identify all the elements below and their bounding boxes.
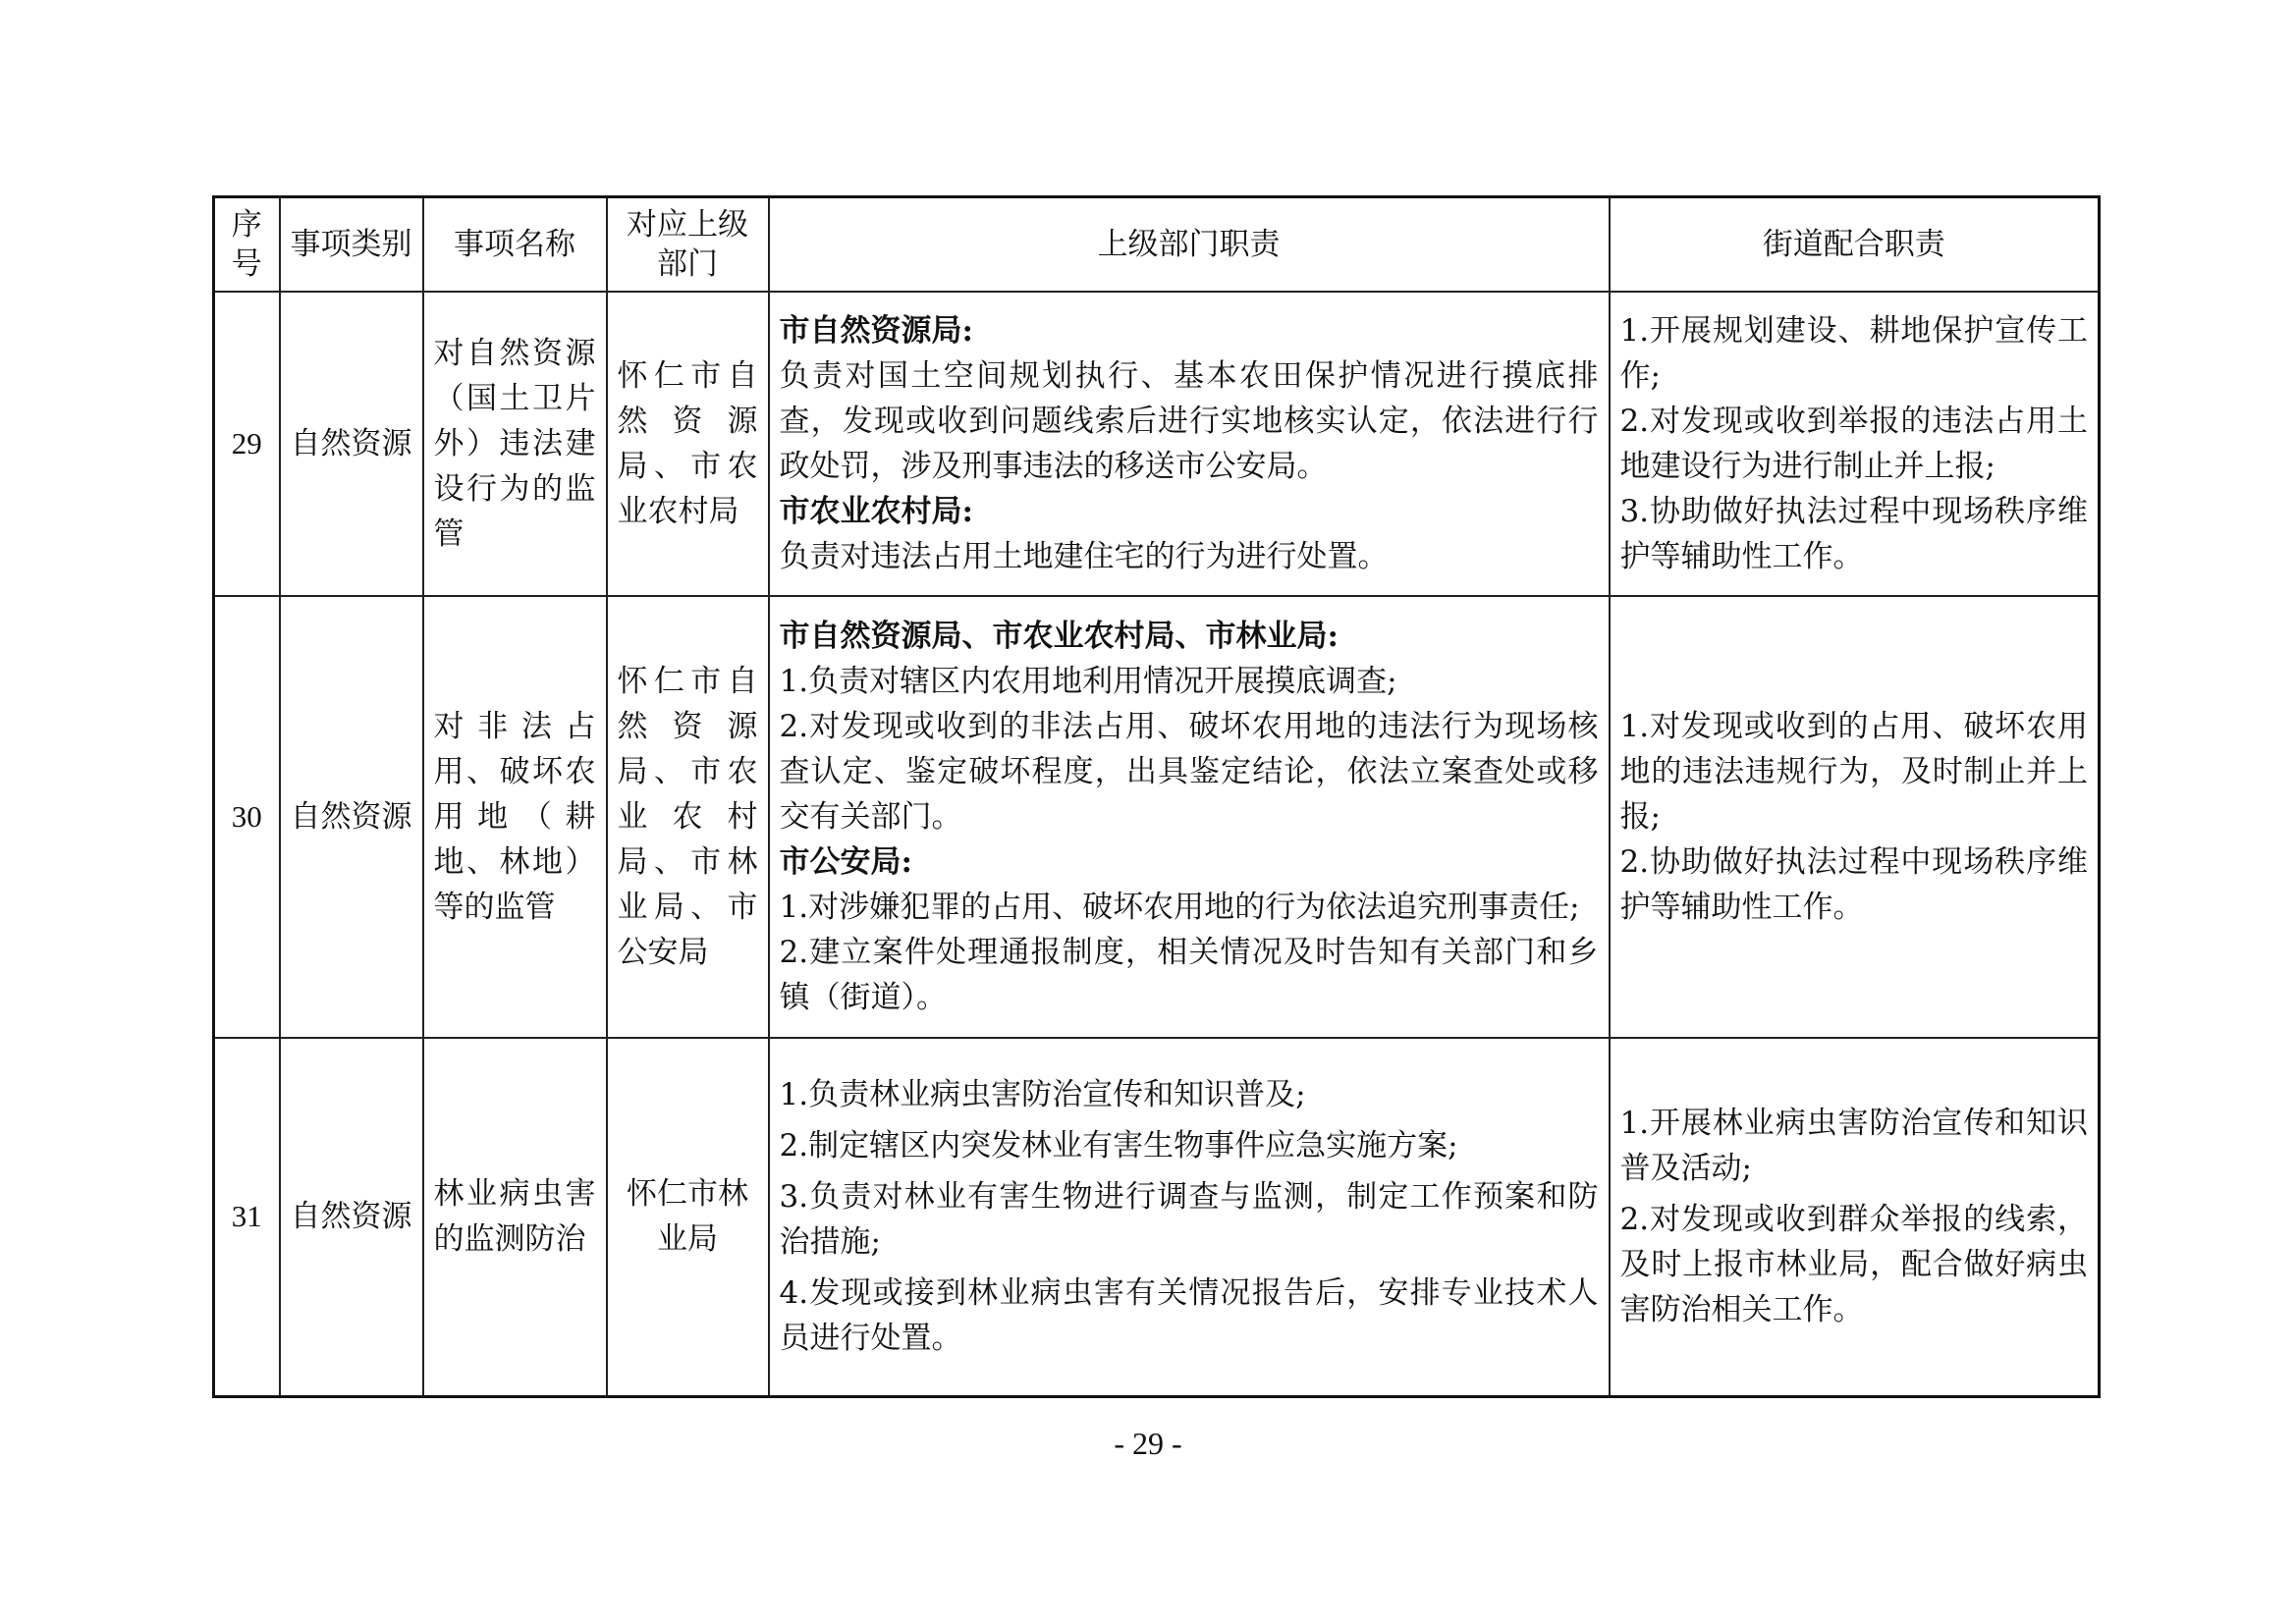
row-seq: 29 [214,292,280,596]
header-seq: 序号 [214,197,280,293]
table-row [214,292,2100,596]
header-row [214,197,2100,293]
dept-heading: 市农业农村局: [779,494,973,529]
row-category: 自然资源 [280,596,423,1038]
row-category: 自然资源 [280,292,423,596]
duty-text: 负责对违法占用土地建住宅的行为进行处置。 [779,539,1389,574]
row-seq: 31 [214,1038,280,1396]
header-name: 事项名称 [423,197,607,293]
street-duty-item: 1.开展规划建设、耕地保护宣传工作; [1619,313,2088,394]
row-category: 自然资源 [280,1038,423,1396]
row-name: 林业病虫害的监测防治 [423,1038,607,1396]
duty-item: 2.对发现或收到的非法占用、破坏农用地的违法行为现场核查认定、鉴定破坏程度，出具鉴定结论，依法立案查处或移交有关部门。 [779,709,1599,835]
header-street-duty: 街道配合职责 [1610,197,2100,293]
street-duty-item: 2.对发现或收到群众举报的线索，及时上报市林业局，配合做好病虫害防治相关工作。 [1619,1202,2088,1328]
row-street-duty [1610,596,2100,1038]
table-row [214,1038,2100,1396]
dept-heading: 市自然资源局: [779,313,973,349]
duty-item: 3.负责对林业有害生物进行调查与监测，制定工作预案和防治措施; [779,1179,1599,1261]
row-upper-duty [769,292,1610,596]
table-row [214,596,2100,1038]
row-street-duty [1610,1038,2100,1396]
page-number: - 29 - [1114,1426,1182,1461]
street-duty-item: 1.开展林业病虫害防治宣传和知识普及活动; [1619,1106,2088,1187]
row-seq: 30 [214,596,280,1038]
header-upper-duty: 上级部门职责 [769,197,1610,293]
duty-text: 负责对国土空间规划执行、基本农田保护情况进行摸底排查，发现或收到问题线索后进行实地核实认定，依法进行行政处罚，涉及刑事违法的移送市公安局。 [779,358,1599,484]
duty-item: 2.制定辖区内突发林业有害生物事件应急实施方案; [779,1128,1458,1164]
street-duty-item: 1.对发现或收到的占用、破坏农用地的违法违规行为，及时制止并上报; [1619,709,2088,835]
row-dept: 怀仁市林业局 [607,1038,769,1396]
duty-item: 2.建立案件处理通报制度，相关情况及时告知有关部门和乡镇（街道）。 [779,935,1599,1015]
row-upper-duty [769,1038,1610,1396]
duty-item: 1.负责林业病虫害防治宣传和知识普及; [779,1077,1306,1113]
row-name: 对非法占用、破坏农用地（耕地、林地）等的监管 [423,596,607,1038]
row-name: 对自然资源（国土卫片外）违法建设行为的监管 [423,292,607,596]
duty-table [212,195,2101,1398]
row-dept: 怀仁市自然资源局、市农业农村局 [607,292,769,596]
row-upper-duty [769,596,1610,1038]
header-dept: 对应上级部门 [607,197,769,293]
street-duty-item: 2.协助做好执法过程中现场秩序维护等辅助性工作。 [1619,844,2088,925]
row-street-duty [1610,292,2100,596]
header-category: 事项类别 [280,197,423,293]
row-dept: 怀仁市自然资源局、市农业农村局、市林业局、市公安局 [607,596,769,1038]
dept-heading: 市公安局: [779,844,912,880]
duty-item: 4.发现或接到林业病虫害有关情况报告后，安排专业技术人员进行处置。 [779,1275,1599,1357]
duty-item: 1.负责对辖区内农用地利用情况开展摸底调查; [779,664,1397,699]
street-duty-item: 2.对发现或收到举报的违法占用土地建设行为进行制止并上报; [1619,404,2088,484]
street-duty-item: 3.协助做好执法过程中现场秩序维护等辅助性工作。 [1619,494,2088,574]
dept-heading: 市自然资源局、市农业农村局、市林业局: [779,619,1339,654]
duty-item: 1.对涉嫌犯罪的占用、破坏农用地的行为依法追究刑事责任; [779,890,1580,925]
